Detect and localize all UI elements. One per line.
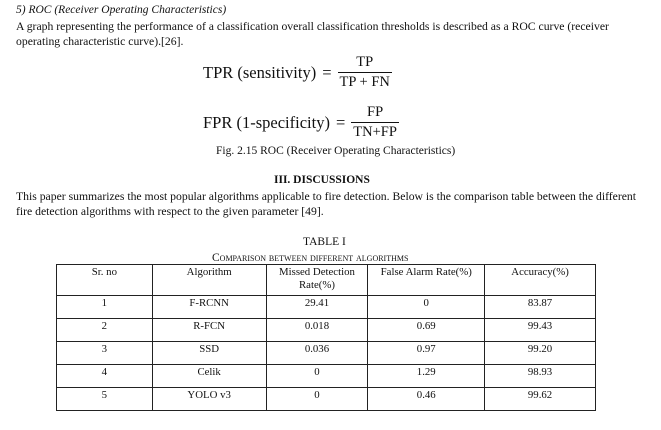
tpr-equals: = — [322, 62, 332, 82]
cell-missed-detection-rate: 29.41 — [266, 296, 368, 319]
table-title: Comparison between different algorithms — [212, 252, 409, 264]
cell-algorithm: R-FCN — [152, 319, 266, 342]
cell-false-alarm-rate: 0.97 — [368, 342, 485, 365]
cell-sr-no: 1 — [57, 296, 153, 319]
cell-false-alarm-rate: 0.69 — [368, 319, 485, 342]
cell-accuracy: 83.87 — [485, 296, 596, 319]
cell-false-alarm-rate: 0.46 — [368, 388, 485, 411]
cell-false-alarm-rate: 1.29 — [368, 365, 485, 388]
cell-accuracy: 99.62 — [485, 388, 596, 411]
cell-sr-no: 5 — [57, 388, 153, 411]
cell-missed-detection-rate: 0 — [266, 388, 368, 411]
cell-accuracy: 98.93 — [485, 365, 596, 388]
fpr-lhs: FPR (1-specificity) — [203, 112, 330, 132]
header-false-alarm-rate: False Alarm Rate(%) — [368, 265, 485, 296]
fpr-equals: = — [335, 112, 346, 132]
cell-algorithm: Celik — [152, 365, 266, 388]
cell-sr-no: 4 — [57, 365, 153, 388]
header-algorithm: Algorithm — [152, 265, 266, 296]
table-label: TABLE I — [303, 236, 346, 248]
section-title: ROC (Receiver Operating Characteristics) — [28, 4, 227, 16]
fpr-formula — [203, 104, 399, 141]
figure-caption: Fig. 2.15 ROC (Receiver Operating Characteristics) — [216, 145, 456, 157]
discussion-paragraph: This paper summarizes the most popular algorithms applicable to fire detection. Below is the comparison table between the different fire detection algorithms with respect to the given parameter [49]. — [16, 190, 637, 218]
header-accuracy: Accuracy(%) — [485, 265, 596, 296]
cell-missed-detection-rate: 0 — [266, 365, 368, 388]
table-row — [57, 388, 596, 411]
table-row — [57, 342, 596, 365]
comparison-table — [56, 264, 596, 411]
cell-accuracy: 99.20 — [485, 342, 596, 365]
tpr-numerator: TP — [356, 54, 374, 70]
tpr-fraction — [338, 54, 392, 91]
section-number: 5) — [16, 4, 26, 16]
table-row — [57, 296, 596, 319]
cell-sr-no: 2 — [57, 319, 153, 342]
table-row — [57, 365, 596, 388]
cell-missed-detection-rate: 0.018 — [266, 319, 368, 342]
roc-paragraph: A graph representing the performance of a classification overall classification thresholds is described as a ROC curve (receiver operating characteristic curve).[26]. — [16, 20, 609, 48]
tpr-denominator: TP + FN — [339, 74, 390, 90]
fpr-denominator: TN+FP — [353, 124, 397, 140]
discussion-heading: III. DISCUSSIONS — [274, 174, 370, 186]
table-row — [57, 319, 596, 342]
header-sr-no: Sr. no — [57, 265, 153, 296]
table-header-row — [57, 265, 596, 296]
header-missed-detection-rate: Missed Detection Rate(%) — [266, 265, 368, 296]
tpr-lhs: TPR (sensitivity) — [203, 62, 317, 82]
cell-algorithm: F-RCNN — [152, 296, 266, 319]
cell-accuracy: 99.43 — [485, 319, 596, 342]
fpr-numerator: FP — [367, 104, 384, 120]
tpr-formula — [203, 54, 392, 91]
cell-algorithm: YOLO v3 — [152, 388, 266, 411]
cell-algorithm: SSD — [152, 342, 266, 365]
cell-missed-detection-rate: 0.036 — [266, 342, 368, 365]
fpr-fraction — [351, 104, 399, 141]
cell-sr-no: 3 — [57, 342, 153, 365]
section-heading-roc — [16, 4, 226, 16]
cell-false-alarm-rate: 0 — [368, 296, 485, 319]
